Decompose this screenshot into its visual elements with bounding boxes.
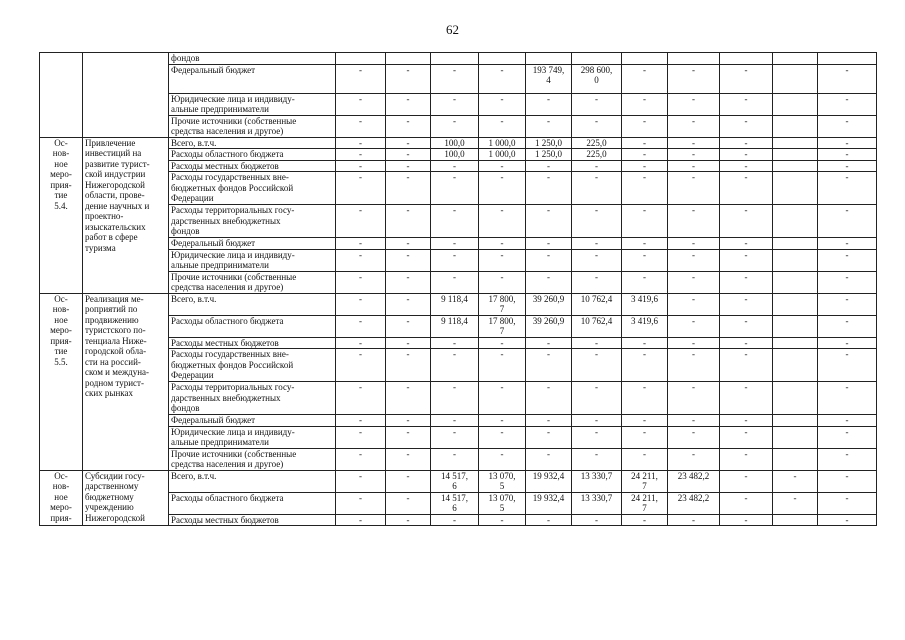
amount-cell: - [818,448,877,470]
amount-cell: 17 800, 7 [479,293,526,315]
amount-cell: - [622,249,668,271]
amount-cell [773,349,818,382]
amount-cell: 13 330,7 [572,470,622,492]
amount-cell: - [622,514,668,526]
amount-cell: - [668,337,720,349]
amount-cell: - [622,271,668,293]
amount-cell: - [336,238,386,250]
amount-cell [526,53,572,65]
amount-cell [773,53,818,65]
amount-cell: 1 250,0 [526,149,572,161]
amount-cell: - [622,64,668,93]
amount-cell [773,315,818,337]
amount-cell: - [668,382,720,415]
amount-cell: - [479,271,526,293]
amount-cell [622,53,668,65]
funding-source-cell: Расходы государственных вне- бюджетных фондов Российской Федерации [169,349,336,382]
funding-source-cell: Федеральный бюджет [169,64,336,93]
amount-cell: - [818,293,877,315]
amount-cell: - [818,337,877,349]
amount-cell [668,53,720,65]
amount-cell: - [431,172,479,205]
amount-cell: - [622,238,668,250]
amount-cell [773,271,818,293]
budget-table [39,52,877,526]
amount-cell: - [818,492,877,514]
amount-cell: - [336,149,386,161]
funding-source-cell: Юридические лица и индивиду- альные предприниматели [169,249,336,271]
amount-cell: - [526,514,572,526]
amount-cell: 24 211, 7 [622,492,668,514]
amount-cell: - [622,149,668,161]
amount-cell: - [668,160,720,172]
funding-source-cell: Прочие источники (собственные средства населения и другое) [169,115,336,137]
page-number: 62 [446,22,459,37]
amount-cell: - [720,238,773,250]
amount-cell: 9 118,4 [431,293,479,315]
amount-cell: 17 800, 7 [479,315,526,337]
funding-source-cell: Всего, в.т.ч. [169,470,336,492]
amount-cell: - [526,172,572,205]
amount-cell: - [386,492,431,514]
amount-cell: - [431,64,479,93]
table-row [40,293,877,315]
amount-cell [773,426,818,448]
amount-cell: - [479,514,526,526]
amount-cell: - [622,115,668,137]
amount-cell: - [668,172,720,205]
amount-cell: - [720,271,773,293]
amount-cell: - [720,337,773,349]
amount-cell: - [386,271,431,293]
amount-cell: - [386,315,431,337]
funding-source-cell: Расходы областного бюджета [169,492,336,514]
amount-cell: - [479,64,526,93]
funding-source-cell: Расходы государственных вне- бюджетных фондов Российской Федерации [169,172,336,205]
amount-cell: - [818,160,877,172]
amount-cell: - [818,149,877,161]
amount-cell: - [479,349,526,382]
amount-cell: - [431,448,479,470]
amount-cell: - [431,415,479,427]
activity-description-cell: Субсидии госу- дарственному бюджетному учреждению Нижегородской [83,470,169,526]
table-row [40,137,877,149]
funding-source-cell: Расходы территориальных госу- дарственных внебюджетных фондов [169,382,336,415]
amount-cell: - [336,293,386,315]
amount-cell: - [431,382,479,415]
amount-cell: - [336,160,386,172]
activity-cell: Ос- нов- ное меро- прия- [40,470,83,526]
amount-cell: - [622,415,668,427]
amount-cell: - [386,249,431,271]
amount-cell: - [572,238,622,250]
activity-cell: Ос- нов- ное меро- прия- тие 5.5. [40,293,83,470]
amount-cell [773,448,818,470]
amount-cell: - [668,115,720,137]
amount-cell [386,53,431,65]
amount-cell: - [720,426,773,448]
amount-cell: - [720,448,773,470]
amount-cell: - [720,382,773,415]
amount-cell: - [336,137,386,149]
amount-cell: - [622,382,668,415]
amount-cell: - [572,514,622,526]
activity-description-cell: Привлечение инвестиций на развитие турист- ской индустрии Нижегородской области, прове- дение научных и проектно- изыскательских работ в сфере туризма [83,137,169,293]
amount-cell: - [479,115,526,137]
amount-cell: 100,0 [431,137,479,149]
amount-cell: 10 762,4 [572,315,622,337]
amount-cell: - [720,115,773,137]
amount-cell: - [479,160,526,172]
amount-cell: - [818,205,877,238]
amount-cell: 14 517, 6 [431,492,479,514]
amount-cell: - [386,382,431,415]
amount-cell: - [526,349,572,382]
amount-cell: - [818,93,877,115]
amount-cell: - [720,492,773,514]
funding-source-cell: Всего, в.т.ч. [169,137,336,149]
amount-cell: - [572,249,622,271]
amount-cell: 3 419,6 [622,315,668,337]
amount-cell: 13 070, 5 [479,470,526,492]
amount-cell: - [720,160,773,172]
amount-cell: - [386,415,431,427]
amount-cell: - [818,64,877,93]
amount-cell: - [720,470,773,492]
amount-cell: 13 330,7 [572,492,622,514]
funding-source-cell: Расходы местных бюджетов [169,160,336,172]
activity-description-cell: Реализация ме- роприятий по продвижению туристского по- тенциала Ниже- городской обла- сти на россий- ском и междуна- родном турист- ских рынках [83,293,169,470]
amount-cell: 193 749, 4 [526,64,572,93]
amount-cell: - [818,172,877,205]
amount-cell: - [773,492,818,514]
amount-cell: - [336,64,386,93]
amount-cell [773,337,818,349]
funding-source-cell: Расходы местных бюджетов [169,514,336,526]
amount-cell: - [668,415,720,427]
amount-cell: - [336,93,386,115]
amount-cell: - [386,426,431,448]
amount-cell: - [622,205,668,238]
amount-cell: - [386,115,431,137]
amount-cell: - [479,426,526,448]
amount-cell: - [668,149,720,161]
amount-cell [773,149,818,161]
amount-cell: 1 250,0 [526,137,572,149]
amount-cell: - [479,382,526,415]
amount-cell [572,53,622,65]
amount-cell [773,137,818,149]
amount-cell: - [336,172,386,205]
amount-cell: - [431,271,479,293]
amount-cell: - [668,137,720,149]
amount-cell: - [668,514,720,526]
amount-cell: - [668,64,720,93]
amount-cell: - [622,172,668,205]
table-row [40,53,877,65]
amount-cell: - [818,470,877,492]
amount-cell: - [818,137,877,149]
amount-cell: - [572,115,622,137]
amount-cell: 3 419,6 [622,293,668,315]
amount-cell: - [668,271,720,293]
amount-cell: - [526,249,572,271]
amount-cell [773,172,818,205]
amount-cell: - [386,64,431,93]
amount-cell: - [479,249,526,271]
amount-cell: - [386,238,431,250]
amount-cell [818,53,877,65]
amount-cell: - [720,415,773,427]
amount-cell: - [386,337,431,349]
amount-cell: - [479,448,526,470]
amount-cell [773,64,818,93]
amount-cell: - [572,337,622,349]
funding-source-cell: Юридические лица и индивиду- альные предприниматели [169,93,336,115]
amount-cell: - [336,448,386,470]
amount-cell: - [526,382,572,415]
amount-cell: 298 600, 0 [572,64,622,93]
amount-cell: - [572,93,622,115]
amount-cell [773,293,818,315]
amount-cell: - [336,205,386,238]
funding-source-cell: фондов [169,53,336,65]
amount-cell: - [668,93,720,115]
amount-cell: - [668,349,720,382]
amount-cell: 225,0 [572,137,622,149]
amount-cell: - [526,448,572,470]
amount-cell: - [622,337,668,349]
amount-cell: - [818,238,877,250]
amount-cell: - [720,315,773,337]
amount-cell: - [479,415,526,427]
amount-cell: 19 932,4 [526,470,572,492]
amount-cell: - [720,93,773,115]
amount-cell: - [572,172,622,205]
funding-source-cell: Прочие источники (собственные средства населения и другое) [169,271,336,293]
amount-cell: - [336,382,386,415]
amount-cell: - [386,448,431,470]
amount-cell: - [386,293,431,315]
amount-cell: - [336,492,386,514]
amount-cell [431,53,479,65]
amount-cell [773,115,818,137]
amount-cell: - [431,426,479,448]
amount-cell: - [818,249,877,271]
amount-cell: - [431,349,479,382]
amount-cell: 1 000,0 [479,137,526,149]
amount-cell: - [818,514,877,526]
amount-cell: - [336,249,386,271]
amount-cell: - [479,205,526,238]
amount-cell: - [668,315,720,337]
amount-cell: - [720,249,773,271]
amount-cell: - [572,415,622,427]
amount-cell: - [431,238,479,250]
amount-cell [720,53,773,65]
amount-cell [773,238,818,250]
amount-cell [479,53,526,65]
amount-cell: - [386,93,431,115]
amount-cell: - [818,349,877,382]
amount-cell: - [818,426,877,448]
amount-cell [773,205,818,238]
amount-cell: - [336,315,386,337]
amount-cell: - [668,293,720,315]
amount-cell: - [526,337,572,349]
amount-cell: - [818,315,877,337]
amount-cell: 24 211, 7 [622,470,668,492]
amount-cell: - [720,149,773,161]
amount-cell: - [526,426,572,448]
table-row [40,470,877,492]
funding-source-cell: Федеральный бюджет [169,238,336,250]
amount-cell: - [720,64,773,93]
funding-source-cell: Юридические лица и индивиду- альные предприниматели [169,426,336,448]
amount-cell: - [526,205,572,238]
activity-description-cell [83,53,169,138]
amount-cell: - [668,448,720,470]
amount-cell: - [572,448,622,470]
amount-cell: 1 000,0 [479,149,526,161]
funding-source-cell: Федеральный бюджет [169,415,336,427]
amount-cell: 14 517, 6 [431,470,479,492]
amount-cell [773,514,818,526]
funding-source-cell: Расходы местных бюджетов [169,337,336,349]
amount-cell: - [622,160,668,172]
amount-cell [773,382,818,415]
amount-cell: - [720,137,773,149]
amount-cell [773,249,818,271]
amount-cell: - [526,415,572,427]
amount-cell: - [720,172,773,205]
amount-cell: - [668,238,720,250]
amount-cell: - [526,271,572,293]
amount-cell: - [431,514,479,526]
amount-cell: 23 482,2 [668,492,720,514]
amount-cell: - [572,382,622,415]
amount-cell: - [386,205,431,238]
funding-source-cell: Расходы областного бюджета [169,149,336,161]
amount-cell: - [431,115,479,137]
amount-cell: - [526,160,572,172]
amount-cell: - [720,349,773,382]
amount-cell: - [818,415,877,427]
amount-cell: 225,0 [572,149,622,161]
amount-cell [773,160,818,172]
amount-cell: - [668,249,720,271]
amount-cell: 100,0 [431,149,479,161]
amount-cell: - [773,470,818,492]
amount-cell: - [386,172,431,205]
amount-cell: - [526,93,572,115]
amount-cell: - [572,349,622,382]
activity-cell [40,53,83,138]
amount-cell: 39 260,9 [526,293,572,315]
amount-cell: - [336,349,386,382]
funding-source-cell: Всего, в.т.ч. [169,293,336,315]
amount-cell: - [336,514,386,526]
amount-cell: - [479,172,526,205]
amount-cell: - [336,115,386,137]
amount-cell: - [668,426,720,448]
activity-cell: Ос- нов- ное меро- прия- тие 5.4. [40,137,83,293]
amount-cell: - [720,205,773,238]
amount-cell: - [818,382,877,415]
amount-cell: - [386,349,431,382]
amount-cell: - [622,349,668,382]
amount-cell: - [386,149,431,161]
amount-cell [336,53,386,65]
amount-cell: - [622,426,668,448]
amount-cell: - [526,238,572,250]
amount-cell: - [479,93,526,115]
amount-cell: 13 070, 5 [479,492,526,514]
amount-cell: - [431,160,479,172]
amount-cell: 23 482,2 [668,470,720,492]
amount-cell: - [622,448,668,470]
amount-cell: - [431,337,479,349]
amount-cell: - [572,205,622,238]
amount-cell: 9 118,4 [431,315,479,337]
amount-cell: - [572,426,622,448]
amount-cell: 19 932,4 [526,492,572,514]
funding-source-cell: Расходы территориальных госу- дарственных внебюджетных фондов [169,205,336,238]
amount-cell: - [386,514,431,526]
amount-cell: - [622,93,668,115]
amount-cell: - [720,514,773,526]
amount-cell [773,93,818,115]
amount-cell: - [336,426,386,448]
amount-cell: - [386,160,431,172]
amount-cell: - [431,93,479,115]
amount-cell: - [479,337,526,349]
amount-cell: - [336,337,386,349]
amount-cell: - [720,293,773,315]
funding-source-cell: Расходы областного бюджета [169,315,336,337]
amount-cell: - [668,205,720,238]
amount-cell: - [336,415,386,427]
amount-cell: 10 762,4 [572,293,622,315]
amount-cell: - [572,160,622,172]
amount-cell: - [572,271,622,293]
amount-cell: - [431,205,479,238]
amount-cell: - [386,137,431,149]
amount-cell: - [336,470,386,492]
amount-cell: - [622,137,668,149]
amount-cell: - [818,271,877,293]
amount-cell: - [336,271,386,293]
amount-cell: - [479,238,526,250]
amount-cell: - [431,249,479,271]
funding-source-cell: Прочие источники (собственные средства населения и другое) [169,448,336,470]
amount-cell: - [386,470,431,492]
amount-cell: 39 260,9 [526,315,572,337]
amount-cell: - [818,115,877,137]
amount-cell: - [526,115,572,137]
amount-cell [773,415,818,427]
